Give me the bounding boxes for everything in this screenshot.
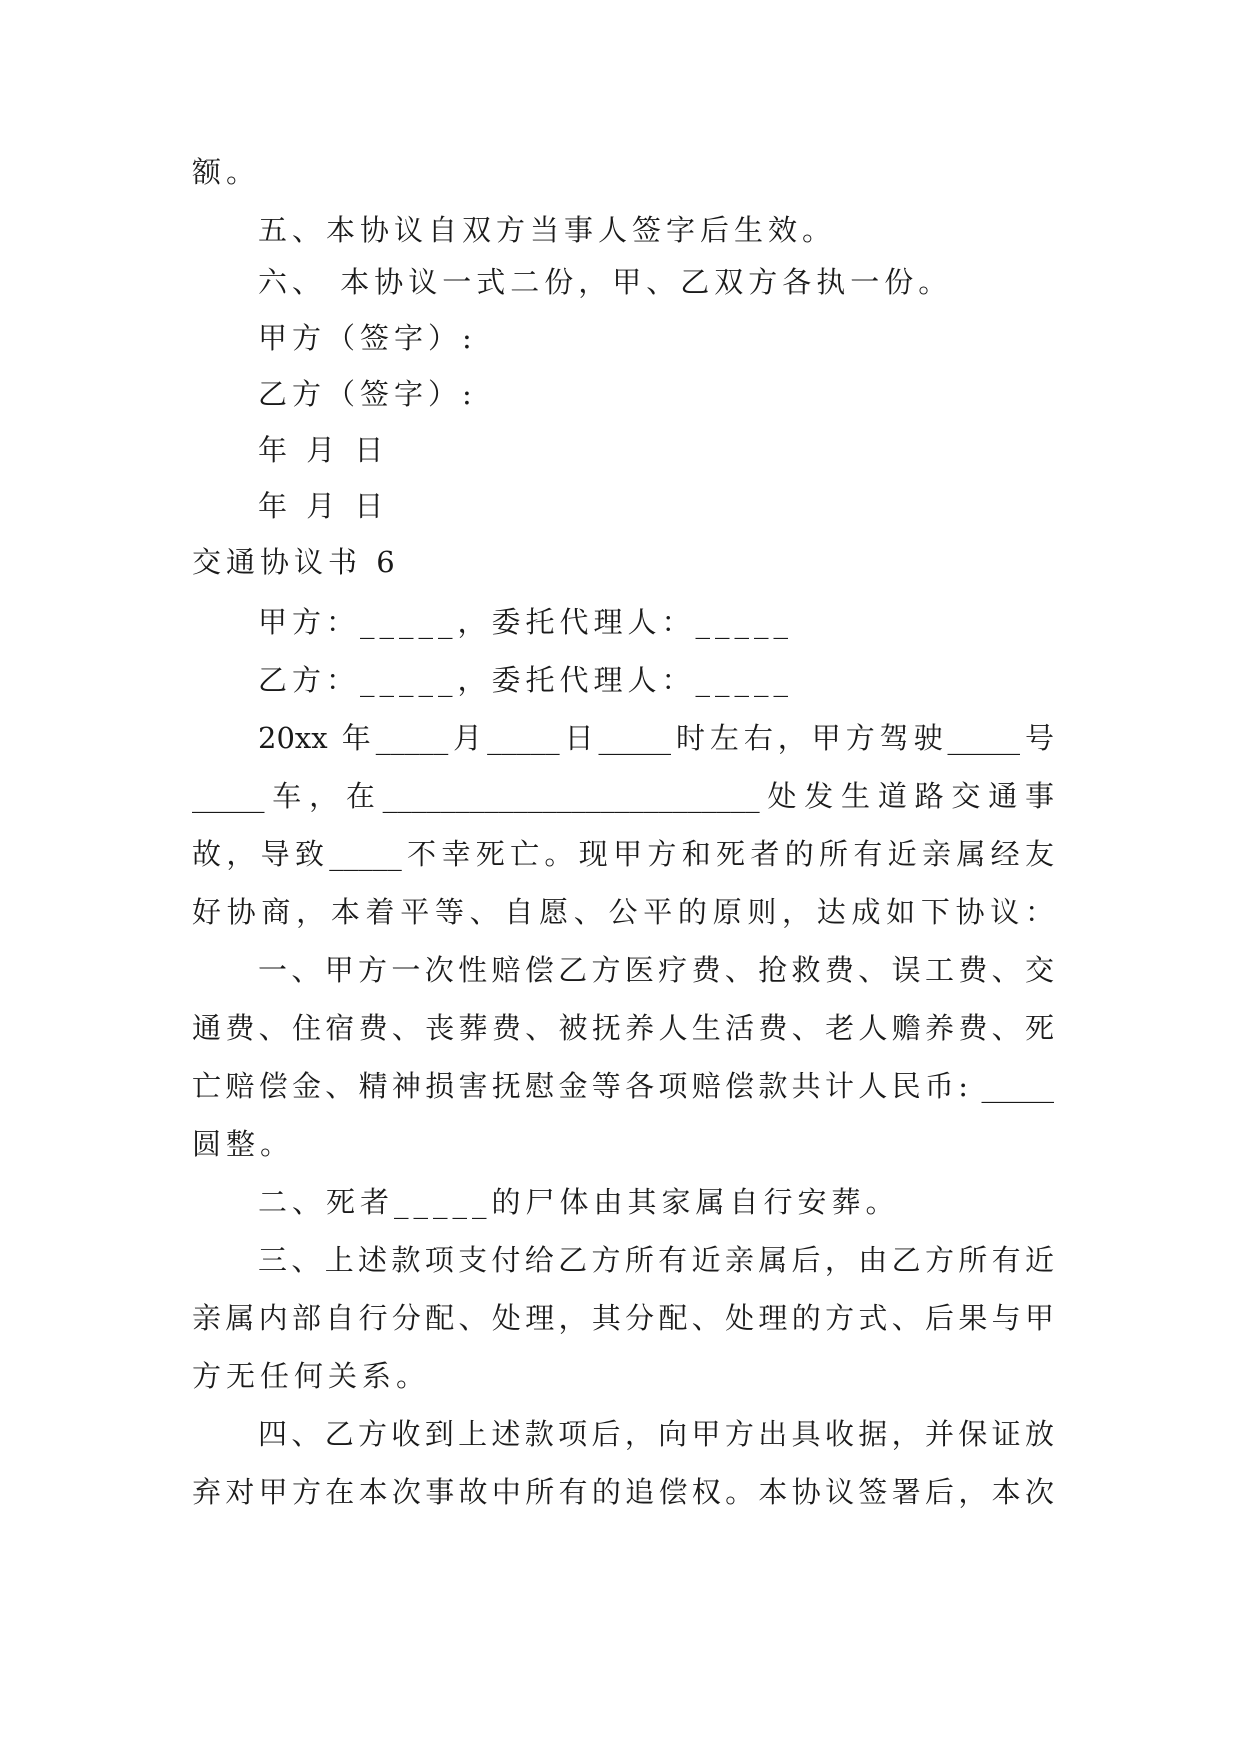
clause-three-1: 三、上述款项支付给乙方所有近亲属后，由乙方所有近	[258, 1243, 1054, 1277]
clause-four-1: 四、乙方收到上述款项后，向甲方出具收据，并保证放	[258, 1417, 1054, 1451]
party-a-signature: 甲方（签字）:	[258, 321, 477, 355]
clause-six: 六、 本协议一式二份，甲、乙双方各执一份。	[258, 265, 953, 299]
clause-one-2: 通费、住宿费、丧葬费、被抚养人生活费、老人赡养费、死	[192, 1011, 1054, 1045]
para-accident-4: 好协商，本着平等、自愿、公平的原则，达成如下协议：	[192, 895, 1054, 929]
clause-one-1: 一、甲方一次性赔偿乙方医疗费、抢救费、误工费、交	[258, 953, 1054, 987]
date-line-1: 年 月 日	[258, 433, 389, 467]
clause-five: 五、本协议自双方当事人签字后生效。	[258, 213, 837, 247]
party-b-signature: 乙方（签字）:	[258, 377, 477, 411]
clause-two: 二、死者_____的尸体由其家属自行安葬。	[258, 1185, 900, 1219]
para-accident-2: _____车，在__________________________处发生道路交通事	[192, 779, 1054, 813]
clause-one-4: 圆整。	[192, 1127, 295, 1161]
section-title: 交通协议书 6	[192, 545, 400, 579]
clause-three-2: 亲属内部自行分配、处理，其分配、处理的方式、后果与甲	[192, 1301, 1054, 1335]
party-a-line: 甲方：_____，委托代理人：_____	[258, 605, 794, 639]
clause-one-3: 亡赔偿金、精神损害抚慰金等各项赔偿款共计人民币: _____	[192, 1069, 1054, 1103]
text-line-1: 额。	[192, 155, 261, 189]
party-b-line: 乙方：_____，委托代理人：_____	[258, 663, 794, 697]
para-accident-1: 20xx 年_____月_____日_____时左右，甲方驾驶_____号	[258, 721, 1054, 755]
clause-four-2: 弃对甲方在本次事故中所有的追偿权。本协议签署后，本次	[192, 1475, 1054, 1509]
date-line-2: 年 月 日	[258, 489, 389, 523]
clause-three-3: 方无任何关系。	[192, 1359, 431, 1393]
para-accident-3: 故，导致_____不幸死亡。现甲方和死者的所有近亲属经友	[192, 837, 1054, 871]
